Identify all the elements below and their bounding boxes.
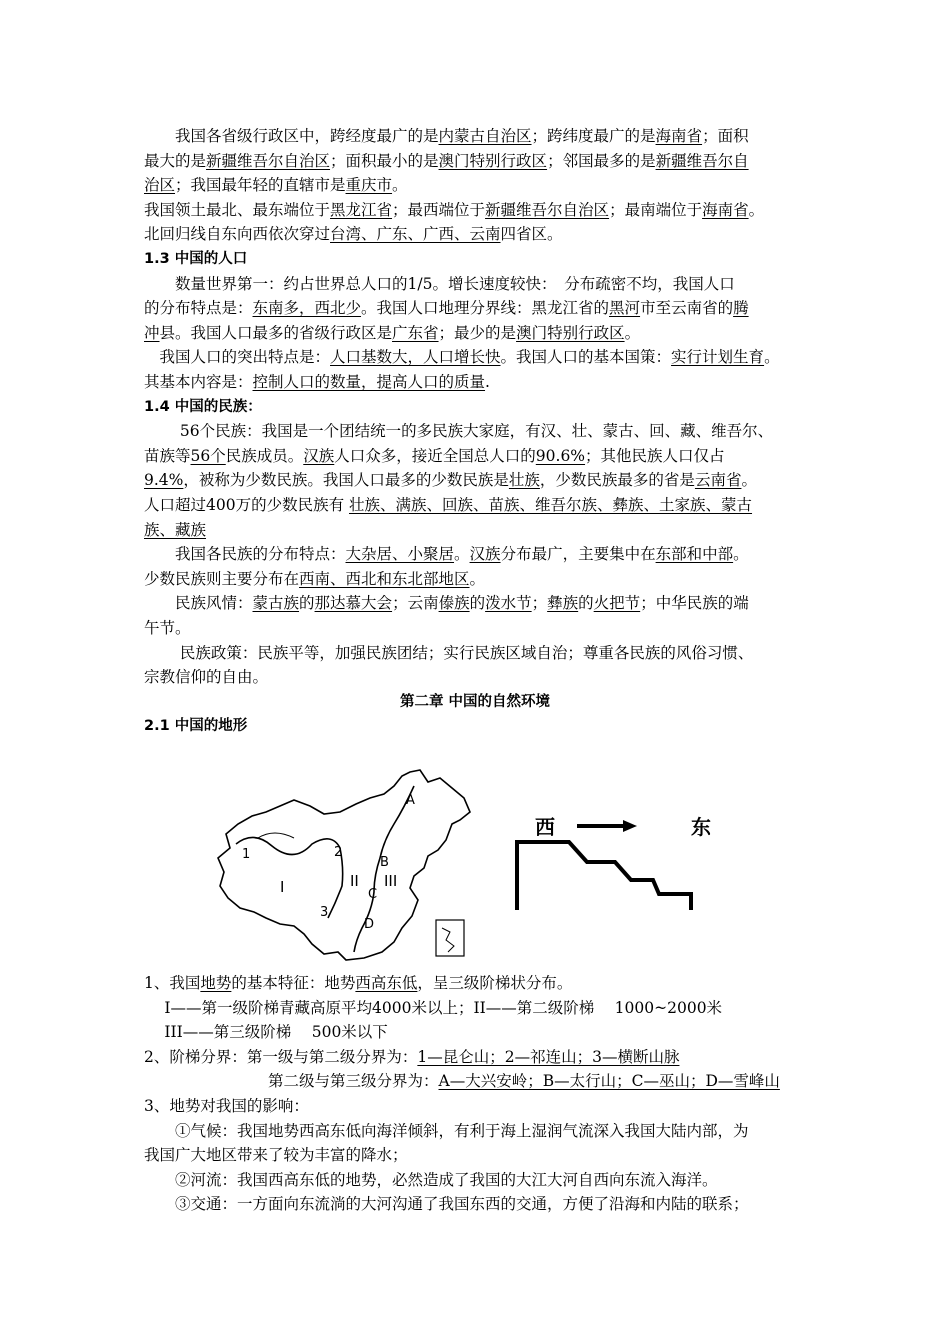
text-line (144, 1193, 749, 1217)
text-segment: 北回归线自东向西依次穿过 (144, 225, 331, 244)
underlined-term: 人口基数大，人口增长快 (330, 348, 501, 367)
underlined-term: 族、藏族 (144, 520, 207, 539)
underlined-term: 实行计划生育 (671, 348, 765, 367)
underlined-term: 海南省 (655, 127, 703, 145)
map-label-D: D (364, 917, 375, 932)
underlined-term: 傣族 (438, 594, 470, 613)
text-segment: 。 (733, 545, 749, 564)
text-line (144, 150, 749, 174)
text-segment: 人口超过400万的少数民族有 (144, 496, 350, 514)
text-segment: ；邻国最多的是 (547, 151, 656, 170)
map-label-C: C (368, 887, 378, 902)
section-heading (144, 248, 247, 272)
underlined-term: 90.6% (535, 446, 586, 465)
text-segment: 我国人口的突出特点是： (144, 348, 331, 367)
text-segment: 的分布特点是： (144, 299, 253, 318)
text-segment: 第二章 中国的自然环境 (399, 693, 551, 710)
text-segment: ；中华民族的端 (640, 594, 749, 613)
text-segment: ；最西端位于 (392, 200, 486, 219)
underlined-term: 东部和中部 (655, 545, 734, 564)
text-segment: ①气候：我国地势西高东低向海洋倾斜，有利于海上湿润气流深入我国大陆内部，为 (144, 1121, 749, 1140)
text-segment: ；云南 (392, 594, 439, 613)
text-segment: 。 (764, 348, 780, 367)
text-segment: 市至云南省的 (640, 299, 734, 318)
text-segment: 民族风情： (144, 594, 253, 613)
text-segment: 分布最广，主要集中在 (500, 545, 656, 564)
text-segment: 的 (469, 594, 486, 613)
underlined-term: 广东省 (392, 323, 439, 342)
underlined-term: 彝族 (547, 594, 579, 613)
text-segment: ；最少的是 (438, 323, 517, 342)
text-line (144, 997, 722, 1021)
text-segment: 。我国人口地理分界线：黑龙江省的 (361, 299, 610, 318)
text-segment: ；面积 (702, 127, 749, 145)
underlined-term: 地势 (200, 974, 232, 992)
text-segment: 。 (741, 471, 757, 490)
underlined-term: 控制人口的数量，提高人口的质量 (252, 373, 486, 391)
text-line (144, 1070, 780, 1094)
text-line (144, 666, 268, 690)
underlined-term: 9.4% (144, 471, 184, 490)
underlined-term: 冲 (144, 323, 160, 342)
map-label-1: 1 (242, 847, 251, 862)
text-segment: 数量世界第一：约占世界总人口的1/5。增长速度较快： 分布疏密不均，我国人口 (144, 274, 735, 293)
underlined-term: 治区 (144, 176, 176, 195)
text-segment: ；其他民族人口仅占 (585, 446, 725, 465)
text-line (144, 1095, 309, 1119)
text-segment: ，少数民族最多的省是 (539, 471, 695, 490)
text-line (144, 125, 749, 149)
text-line (144, 1021, 388, 1045)
map-label-A: A (406, 793, 415, 808)
text-line (144, 322, 640, 346)
text-segment: 最大的是 (144, 151, 207, 170)
text-segment: 其基本内容是： (144, 373, 253, 391)
map-step-II: II (350, 872, 359, 890)
boundary-line-1-2 (236, 837, 340, 854)
underlined-term: 西高东低 (355, 974, 418, 992)
underlined-term: 蒙古族 (252, 594, 300, 613)
text-line (144, 445, 725, 469)
text-segment: 。 (748, 200, 765, 219)
text-segment: ；跨纬度最广的是 (531, 127, 656, 145)
section-heading (144, 715, 247, 739)
text-segment: 3、地势对我国的影响： (144, 1097, 309, 1115)
text-segment: 民族政策：民族平等，加强民族团结；实行民族区域自治；尊重各民族的风俗习惯、 (144, 643, 754, 662)
underlined-term: 汉族 (303, 446, 335, 465)
underlined-term: 腾 (733, 299, 749, 318)
map-step-III: III (384, 872, 398, 890)
text-line (144, 1144, 408, 1168)
text-line (144, 494, 752, 518)
text-segment: 1、我国 (144, 974, 201, 992)
underlined-term: 东南多，西北少 (252, 299, 362, 318)
text-line (144, 223, 563, 247)
text-segment: 。 (454, 545, 470, 564)
underlined-term: 新疆维吾尔自治区 (485, 200, 610, 219)
text-line (144, 420, 773, 444)
underlined-term: 海南省 (702, 200, 749, 219)
map-label-3: 3 (320, 905, 329, 920)
text-segment: ②河流：我国西高东低的地势，必然造成了我国的大江大河自西向东流入海洋。 (144, 1170, 718, 1189)
text-segment: 的 (299, 594, 315, 613)
text-segment: 。我国人口的基本国策： (500, 348, 672, 367)
text-segment: 宗教信仰的自由。 (144, 668, 269, 687)
text-line (144, 371, 490, 395)
underlined-term: A—大兴安岭；B—太行山；C—巫山；D—雪峰山 (438, 1072, 780, 1091)
text-line (144, 543, 749, 567)
text-line (144, 568, 485, 592)
text-line (144, 592, 749, 616)
underlined-term: 56个 (190, 446, 226, 465)
text-line (144, 174, 408, 198)
underlined-term: 汉族 (469, 545, 501, 564)
text-segment: 民族成员。 (225, 446, 304, 465)
text-segment: ③交通：一方面向东流淌的大河沟通了我国东西的交通，方便了沿海和内陆的联系； (144, 1195, 749, 1214)
underlined-term: 泼水节 (485, 594, 532, 613)
map-label-2: 2 (334, 845, 343, 860)
text-line (144, 642, 753, 666)
text-segment: ； (531, 594, 548, 613)
text-segment: 午节。 (144, 619, 191, 637)
underlined-term: 大杂居、小聚居 (345, 545, 455, 564)
text-segment: ；面积最小的是 (330, 151, 439, 170)
text-segment: ；最南端位于 (609, 200, 703, 219)
text-segment: 。 (624, 323, 641, 342)
text-segment: 的 (578, 594, 594, 613)
underlined-term: 台湾、广东、广西、云南 (330, 225, 501, 244)
underlined-term: 那达慕大会 (314, 594, 393, 613)
profile-east-label: 东 (691, 815, 711, 839)
text-segment: 少数民族则主要分布在 (144, 569, 300, 588)
underlined-term: 澳门特别行政区 (516, 323, 625, 342)
profile-west-label: 西 (535, 815, 555, 839)
text-segment: 苗族等 (144, 446, 191, 465)
text-segment: 1.4 中国的民族： (144, 398, 262, 415)
text-line (144, 1169, 718, 1193)
china-terrain-map (214, 768, 474, 973)
text-segment: 2、阶梯分界：第一级与第二级分界为： (144, 1047, 418, 1066)
text-segment: ，呈三级阶梯状分布。 (417, 974, 573, 992)
text-segment: 。 (469, 569, 486, 588)
underlined-term: 重庆市 (345, 176, 393, 195)
text-line (144, 199, 764, 223)
text-line (144, 273, 735, 297)
text-segment: 的基本特征：地势 (231, 974, 356, 992)
map-label-B: B (380, 855, 389, 870)
text-segment: 我国广大地区带来了较为丰富的降水； (144, 1146, 408, 1165)
underlined-term: 壮族 (508, 471, 540, 490)
text-line (144, 519, 206, 543)
text-segment: I——第一级阶梯青藏高原平均4000米以上；II——第二级阶梯 1000~2000米 (144, 998, 723, 1017)
section-heading (0, 691, 950, 715)
underlined-term: 壮族、满族、回族、苗族、维吾尔族、彝族、土家族、蒙古 (349, 496, 753, 514)
underlined-term: 新疆维吾尔自治区 (206, 151, 331, 170)
underlined-term: 黑龙江省 (330, 200, 393, 219)
underlined-term: 黑河 (609, 299, 641, 318)
text-line (144, 297, 749, 321)
text-segment: ；我国最年轻的直辖市是 (175, 176, 346, 195)
text-segment: . (485, 373, 490, 391)
text-segment: 2.1 中国的地形 (144, 718, 248, 735)
section-heading (144, 396, 262, 420)
text-segment: 人口众多，接近全国总人口的 (334, 446, 536, 465)
underlined-term: 1—昆仑山；2—祁连山；3—横断山脉 (417, 1047, 680, 1066)
text-segment: 县。我国人口最多的省级行政区是 (159, 323, 393, 342)
underlined-term: 火把节 (593, 594, 641, 613)
underlined-term: 新疆维吾尔自 (655, 151, 749, 170)
text-line (144, 346, 780, 370)
underlined-term: 云南省 (694, 471, 742, 490)
text-segment: 我国各民族的分布特点： (144, 545, 346, 564)
text-segment: 第二级与第三级分界为： (144, 1072, 439, 1091)
terrain-profile-diagram (505, 812, 725, 922)
underlined-term: 澳门特别行政区 (438, 151, 548, 170)
text-segment: 四省区。 (500, 225, 563, 244)
text-segment: 。 (392, 176, 408, 195)
text-segment: III——第三级阶梯 500米以下 (144, 1023, 388, 1042)
underlined-term: 西南、西北和东北部地区 (299, 569, 470, 588)
text-line (144, 469, 757, 493)
map-step-I: I (280, 878, 285, 896)
text-segment: 我国各省级行政区中，跨经度最广的是 (144, 127, 439, 145)
text-line (144, 617, 191, 641)
text-line (144, 972, 572, 996)
text-segment: 56个民族：我国是一个团结统一的多民族大家庭，有汉、壮、蒙古、回、藏、维吾尔、 (144, 422, 774, 441)
text-segment: 1.3 中国的人口 (144, 251, 248, 267)
text-segment: ，被称为少数民族。我国人口最多的少数民族是 (183, 471, 509, 490)
text-segment: 我国领土最北、最东端位于 (144, 200, 331, 219)
underlined-term: 内蒙古自治区 (438, 127, 532, 145)
text-line (144, 1046, 679, 1070)
text-line (144, 1120, 749, 1144)
